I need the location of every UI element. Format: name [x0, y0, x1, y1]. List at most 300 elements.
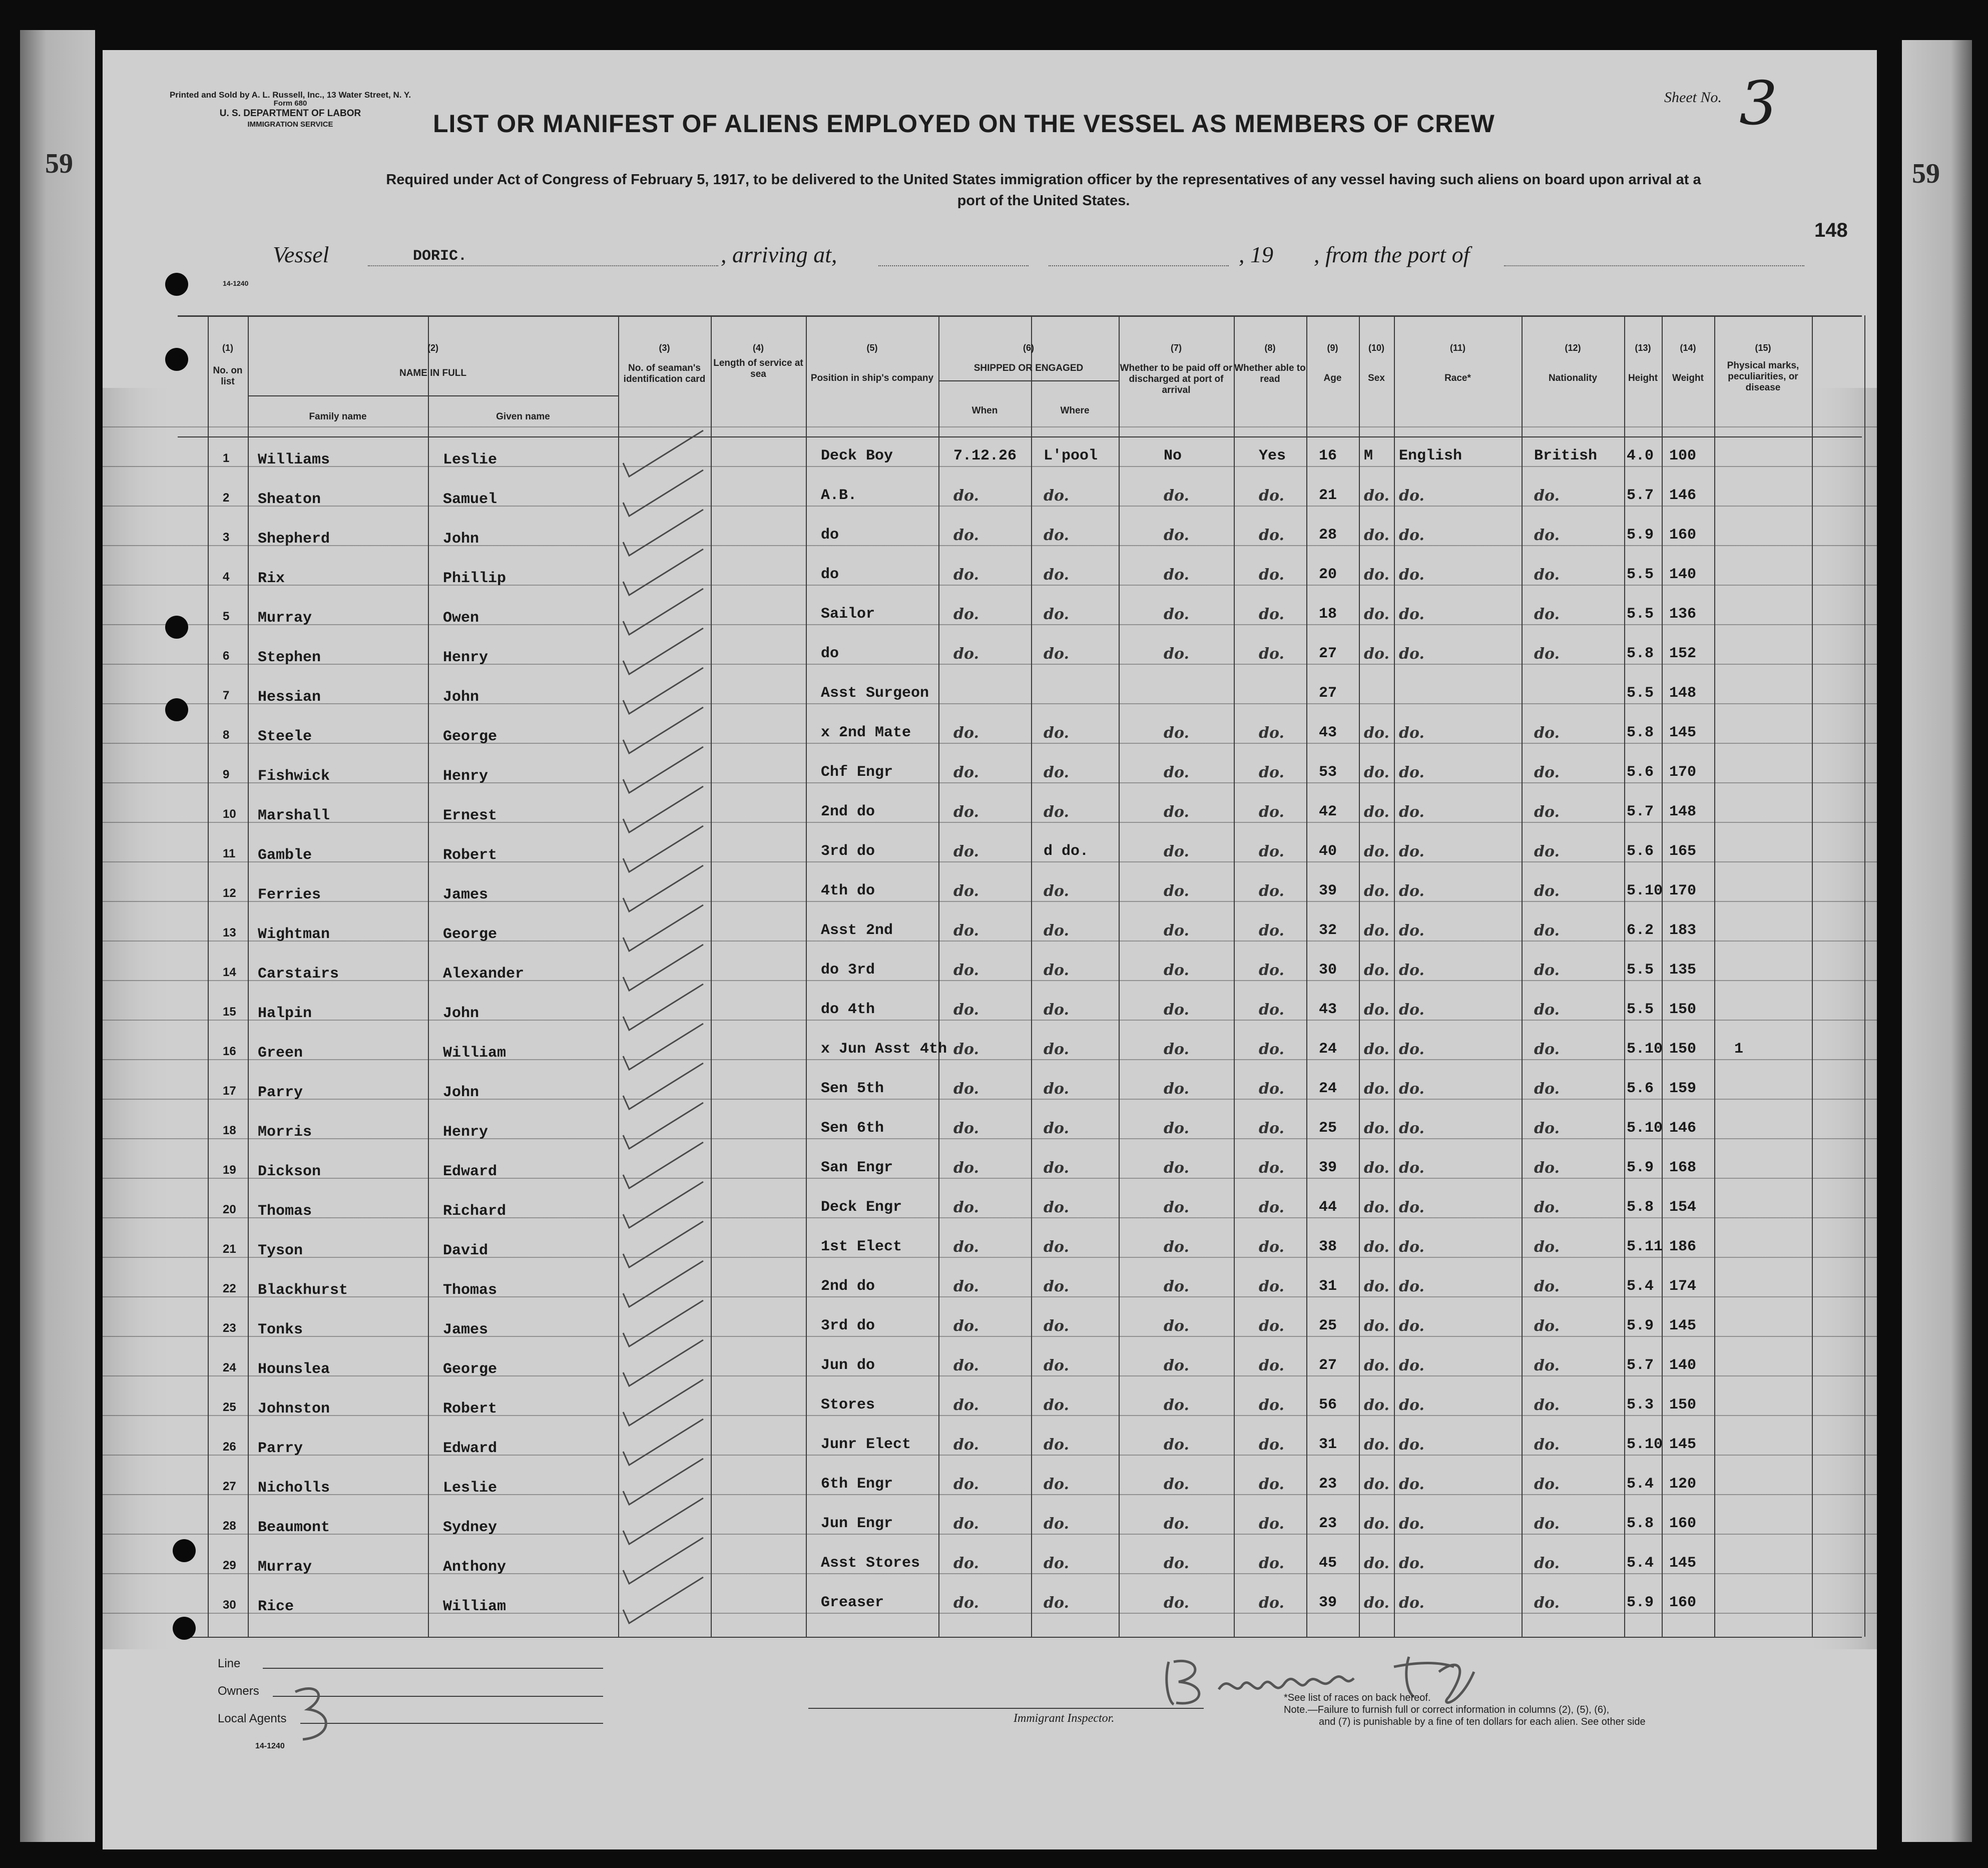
- family-name: Hounslea: [258, 1361, 330, 1378]
- sex: do.: [1364, 487, 1389, 505]
- sex: do.: [1364, 1594, 1389, 1612]
- position: Stores: [821, 1396, 875, 1414]
- given-name: John: [443, 689, 479, 706]
- shipped-when: 7.12.26: [953, 447, 1017, 464]
- position: 2nd do: [821, 803, 875, 820]
- family-name: Thomas: [258, 1203, 312, 1220]
- line-label: Line: [218, 1657, 241, 1670]
- weight: 159: [1669, 1080, 1697, 1097]
- from-port-label: , from the port of: [1314, 242, 1470, 267]
- sex: do.: [1364, 1278, 1389, 1295]
- weight: 145: [1669, 1317, 1697, 1334]
- family-name: Blackhurst: [258, 1282, 348, 1299]
- binder-hole: [165, 698, 188, 721]
- column-heading-no: No. on list: [213, 365, 243, 387]
- paid-off: do.: [1164, 1515, 1189, 1533]
- paid-off: do.: [1164, 645, 1189, 663]
- age: 20: [1319, 566, 1337, 583]
- shipped-where: do.: [1044, 922, 1069, 940]
- family-name: Marshall: [258, 807, 330, 824]
- position: 2nd do: [821, 1278, 875, 1295]
- height: 5.4: [1627, 1555, 1654, 1572]
- year-label: , 19: [1239, 242, 1273, 267]
- sex: do.: [1364, 1357, 1389, 1374]
- paid-off: do.: [1164, 1199, 1189, 1216]
- sex: do.: [1364, 1317, 1389, 1335]
- check-mark: [623, 945, 703, 991]
- weight: 152: [1669, 645, 1697, 662]
- position: Asst Stores: [821, 1555, 920, 1572]
- age: 31: [1319, 1436, 1337, 1453]
- race: do.: [1399, 1515, 1424, 1533]
- age: 18: [1319, 606, 1337, 623]
- age: 42: [1319, 803, 1337, 820]
- weight: 146: [1669, 1120, 1697, 1137]
- checkmark-column: [103, 50, 1877, 1702]
- nationality: do.: [1534, 1120, 1560, 1137]
- check-mark: [623, 1459, 703, 1505]
- weight: 160: [1669, 1594, 1697, 1611]
- column-heading-service: Length of service at sea: [713, 358, 803, 379]
- paid-off: do.: [1164, 1436, 1189, 1454]
- row-number: 30: [223, 1598, 236, 1612]
- position: 4th do: [821, 882, 875, 899]
- column-heading-height: Height: [1628, 373, 1658, 383]
- height: 5.6: [1627, 1080, 1654, 1097]
- column-number: (14): [1680, 343, 1696, 353]
- row-number: 17: [223, 1084, 236, 1098]
- row-number: 27: [223, 1480, 236, 1493]
- family-name: Murray: [258, 610, 312, 627]
- row-number: 16: [223, 1045, 236, 1058]
- family-name: Rice: [258, 1598, 294, 1615]
- shipped-where: do.: [1044, 1159, 1069, 1177]
- age: 45: [1319, 1555, 1337, 1572]
- column-number: (10): [1368, 343, 1384, 353]
- shipped-when: do.: [953, 922, 979, 940]
- race: do.: [1399, 1159, 1424, 1177]
- nationality: do.: [1534, 922, 1560, 940]
- position: San Engr: [821, 1159, 893, 1176]
- height: 5.8: [1627, 645, 1654, 662]
- column-number: (7): [1171, 343, 1182, 353]
- row-number: 18: [223, 1124, 236, 1137]
- able-to-read: do.: [1259, 1278, 1284, 1295]
- family-name: Murray: [258, 1559, 312, 1576]
- family-name: Parry: [258, 1084, 303, 1101]
- row-number: 21: [223, 1242, 236, 1256]
- local-agents-label: Local Agents: [218, 1712, 287, 1725]
- height: 5.10: [1627, 882, 1663, 899]
- family-name: Stephen: [258, 649, 321, 666]
- weight: 145: [1669, 724, 1697, 741]
- nationality: do.: [1534, 1041, 1560, 1058]
- race: do.: [1399, 1199, 1424, 1216]
- able-to-read: do.: [1259, 645, 1284, 663]
- column-number: (12): [1565, 343, 1581, 353]
- given-name: William: [443, 1045, 507, 1062]
- paid-off: do.: [1164, 527, 1189, 544]
- sheet-number: 3: [1739, 69, 1778, 139]
- race: do.: [1399, 1396, 1424, 1414]
- nationality: do.: [1534, 1278, 1560, 1295]
- position: Sen 5th: [821, 1080, 884, 1097]
- weight: 165: [1669, 843, 1697, 860]
- check-mark: [623, 826, 703, 872]
- shipped-when: do.: [953, 724, 979, 742]
- position: do: [821, 645, 839, 662]
- given-name: Phillip: [443, 570, 507, 587]
- column-heading-name: NAME IN FULL: [399, 368, 467, 378]
- able-to-read: do.: [1259, 803, 1284, 821]
- able-to-read: do.: [1259, 1555, 1284, 1572]
- sex: do.: [1364, 1199, 1389, 1216]
- race: do.: [1399, 803, 1424, 821]
- age: 56: [1319, 1396, 1337, 1414]
- column-heading-when: When: [971, 405, 998, 416]
- given-name: Thomas: [443, 1282, 498, 1299]
- check-mark: [623, 1577, 703, 1623]
- check-mark: [623, 865, 703, 911]
- age: 28: [1319, 527, 1337, 544]
- weight: 174: [1669, 1278, 1697, 1295]
- shipped-where: do.: [1044, 764, 1069, 781]
- form-number: Form 680: [273, 99, 307, 108]
- check-mark: [623, 668, 703, 714]
- row-number: 10: [223, 807, 236, 821]
- shipped-where: do.: [1044, 1278, 1069, 1295]
- age: 25: [1319, 1120, 1337, 1137]
- able-to-read: do.: [1259, 487, 1284, 505]
- height: 5.6: [1627, 764, 1654, 781]
- race: do.: [1399, 1278, 1424, 1295]
- paid-off: do.: [1164, 922, 1189, 940]
- height: 5.8: [1627, 724, 1654, 741]
- check-mark: [623, 984, 703, 1030]
- weight: 148: [1669, 803, 1697, 820]
- paid-off: do.: [1164, 962, 1189, 979]
- shipped-where: do.: [1044, 1120, 1069, 1137]
- position: 3rd do: [821, 1317, 875, 1334]
- race: do.: [1399, 1476, 1424, 1493]
- paid-off: do.: [1164, 1317, 1189, 1335]
- given-name: John: [443, 531, 479, 548]
- able-to-read: do.: [1259, 527, 1284, 544]
- check-mark: [623, 707, 703, 753]
- shipped-when: do.: [953, 527, 979, 544]
- sex: do.: [1364, 645, 1389, 663]
- paid-off: do.: [1164, 566, 1189, 584]
- adjacent-page-number: 59: [1912, 158, 1940, 189]
- given-name: James: [443, 1321, 488, 1338]
- height: 5.4: [1627, 1476, 1654, 1493]
- column-number: (3): [659, 343, 670, 353]
- given-name: Robert: [443, 847, 498, 864]
- row-number: 22: [223, 1282, 236, 1295]
- column-number: (5): [866, 343, 878, 353]
- position: do: [821, 527, 839, 544]
- column-heading-sex: Sex: [1368, 373, 1385, 383]
- paid-off: do.: [1164, 843, 1189, 860]
- shipped-when: do.: [953, 1515, 979, 1533]
- check-mark: [623, 1221, 703, 1267]
- height: 5.3: [1627, 1396, 1654, 1414]
- shipped-where: d do.: [1044, 843, 1089, 860]
- family-name: Morris: [258, 1124, 312, 1141]
- shipped-when: do.: [953, 566, 979, 584]
- vessel-label: Vessel: [273, 242, 329, 267]
- sex: do.: [1364, 764, 1389, 781]
- given-name: Robert: [443, 1400, 498, 1418]
- nationality: do.: [1534, 1555, 1560, 1572]
- immigrant-inspector-label: Immigrant Inspector.: [1014, 1712, 1115, 1725]
- check-mark: [623, 549, 703, 595]
- height: 5.5: [1627, 962, 1654, 979]
- position: Deck Engr: [821, 1199, 902, 1216]
- nationality: do.: [1534, 803, 1560, 821]
- able-to-read: do.: [1259, 764, 1284, 781]
- height: 5.5: [1627, 606, 1654, 623]
- nationality: do.: [1534, 1594, 1560, 1612]
- check-mark: [623, 1063, 703, 1109]
- check-mark: [623, 1498, 703, 1544]
- shipped-where: do.: [1044, 962, 1069, 979]
- position: Asst Surgeon: [821, 685, 929, 702]
- shipped-where: do.: [1044, 1199, 1069, 1216]
- nationality: do.: [1534, 1396, 1560, 1414]
- shipped-where: do.: [1044, 882, 1069, 900]
- able-to-read: do.: [1259, 882, 1284, 900]
- given-name: Henry: [443, 1124, 488, 1141]
- age: 27: [1319, 685, 1337, 702]
- paid-off: do.: [1164, 1080, 1189, 1098]
- able-to-read: Yes: [1259, 447, 1286, 464]
- paid-off: do.: [1164, 1476, 1189, 1493]
- nationality: do.: [1534, 724, 1560, 742]
- sex: do.: [1364, 1001, 1389, 1019]
- check-mark: [623, 1103, 703, 1149]
- check-mark: [623, 628, 703, 674]
- family-name: Gamble: [258, 847, 312, 864]
- nationality: do.: [1534, 1001, 1560, 1019]
- able-to-read: do.: [1259, 962, 1284, 979]
- race: do.: [1399, 606, 1424, 623]
- column-number: (1): [222, 343, 233, 353]
- weight: 150: [1669, 1041, 1697, 1058]
- race: do.: [1399, 1594, 1424, 1612]
- age: 39: [1319, 1159, 1337, 1176]
- nationality: do.: [1534, 1357, 1560, 1374]
- sex: do.: [1364, 843, 1389, 860]
- sex: do.: [1364, 1080, 1389, 1098]
- nationality: do.: [1534, 1199, 1560, 1216]
- sex: do.: [1364, 962, 1389, 979]
- department-name: U. S. DEPARTMENT OF LABOR IMMIGRATION SERVICE: [219, 108, 361, 129]
- given-name: George: [443, 926, 498, 943]
- row-number: 4: [223, 570, 230, 584]
- row-number: 14: [223, 966, 236, 979]
- able-to-read: do.: [1259, 1120, 1284, 1137]
- shipped-when: do.: [953, 1317, 979, 1335]
- height: 5.10: [1627, 1436, 1663, 1453]
- able-to-read: do.: [1259, 1041, 1284, 1058]
- shipped-where: do.: [1044, 1041, 1069, 1058]
- age: 39: [1319, 1594, 1337, 1611]
- able-to-read: do.: [1259, 606, 1284, 623]
- column-number: (4): [753, 343, 764, 353]
- nationality: do.: [1534, 1159, 1560, 1177]
- position: 1st Elect: [821, 1238, 902, 1255]
- weight: 160: [1669, 527, 1697, 544]
- given-name: George: [443, 1361, 498, 1378]
- check-mark: [623, 747, 703, 793]
- family-name: Hessian: [258, 689, 321, 706]
- height: 5.11: [1627, 1238, 1663, 1255]
- shipped-when: do.: [953, 843, 979, 860]
- sex: do.: [1364, 1436, 1389, 1454]
- column-number: (13): [1635, 343, 1651, 353]
- family-name: Halpin: [258, 1005, 312, 1022]
- shipped-where: do.: [1044, 803, 1069, 821]
- able-to-read: do.: [1259, 1199, 1284, 1216]
- binder-hole: [173, 1539, 196, 1562]
- row-number: 2: [223, 491, 230, 505]
- given-name: James: [443, 886, 488, 903]
- shipped-where: do.: [1044, 1476, 1069, 1493]
- position: x Jun Asst 4th: [821, 1041, 947, 1058]
- paid-off: do.: [1164, 487, 1189, 505]
- shipped-when: do.: [953, 606, 979, 623]
- shipped-when: do.: [953, 1396, 979, 1414]
- race: do.: [1399, 1120, 1424, 1137]
- row-number: 7: [223, 689, 230, 702]
- height: 5.9: [1627, 1159, 1654, 1176]
- weight: 140: [1669, 1357, 1697, 1374]
- sheet-label: Sheet No.: [1664, 89, 1722, 106]
- column-number: (8): [1264, 343, 1276, 353]
- check-mark: [623, 1142, 703, 1188]
- height: 5.10: [1627, 1041, 1663, 1058]
- position: do: [821, 566, 839, 583]
- column-heading-read: Whether able to read: [1234, 363, 1306, 384]
- given-name: Leslie: [443, 1480, 498, 1497]
- given-name: John: [443, 1005, 479, 1022]
- shipped-where: do.: [1044, 487, 1069, 505]
- penalty-note-continued: and (7) is punishable by a fine of ten dollars for each alien. See other side: [1319, 1716, 1646, 1727]
- weight: 135: [1669, 962, 1697, 979]
- shipped-where: do.: [1044, 1357, 1069, 1374]
- check-mark: [623, 1538, 703, 1584]
- age: 43: [1319, 1001, 1337, 1018]
- race: do.: [1399, 1555, 1424, 1572]
- nationality: do.: [1534, 1515, 1560, 1533]
- position: Sen 6th: [821, 1120, 884, 1137]
- weight: 154: [1669, 1199, 1697, 1216]
- weight: 150: [1669, 1396, 1697, 1414]
- race: do.: [1399, 645, 1424, 663]
- race: do.: [1399, 1357, 1424, 1374]
- age: 27: [1319, 645, 1337, 662]
- position: Greaser: [821, 1594, 884, 1611]
- weight: 170: [1669, 764, 1697, 781]
- adjacent-page-number: 59: [45, 148, 73, 179]
- weight: 145: [1669, 1555, 1697, 1572]
- shipped-when: do.: [953, 962, 979, 979]
- family-name: Williams: [258, 451, 330, 469]
- row-number: 9: [223, 768, 230, 781]
- family-name: Shepherd: [258, 531, 330, 548]
- age: 38: [1319, 1238, 1337, 1255]
- check-mark: [623, 1419, 703, 1465]
- height: 4.0: [1627, 447, 1654, 464]
- race: do.: [1399, 882, 1424, 900]
- row-number: 13: [223, 926, 236, 940]
- shipped-where: L'pool: [1044, 447, 1098, 464]
- row-number: 29: [223, 1559, 236, 1572]
- height: 5.7: [1627, 803, 1654, 820]
- sex: do.: [1364, 882, 1389, 900]
- given-name: Edward: [443, 1440, 498, 1457]
- age: 16: [1319, 447, 1337, 464]
- shipped-where: do.: [1044, 1594, 1069, 1612]
- shipped-when: do.: [953, 882, 979, 900]
- weight: 183: [1669, 922, 1697, 939]
- row-number: 23: [223, 1321, 236, 1335]
- shipped-when: do.: [953, 1476, 979, 1493]
- given-name: Richard: [443, 1203, 507, 1220]
- column-number: (11): [1449, 343, 1466, 353]
- position: Asst 2nd: [821, 922, 893, 939]
- sex: do.: [1364, 527, 1389, 544]
- given-name: John: [443, 1084, 479, 1101]
- check-mark: [623, 1182, 703, 1228]
- race: do.: [1399, 843, 1424, 860]
- race: do.: [1399, 1080, 1424, 1098]
- manifest-sheet: [103, 50, 1877, 1849]
- paid-off: do.: [1164, 1396, 1189, 1414]
- height: 5.5: [1627, 1001, 1654, 1018]
- nationality: do.: [1534, 1317, 1560, 1335]
- sex: do.: [1364, 566, 1389, 584]
- row-number: 5: [223, 610, 230, 623]
- shipped-when: do.: [953, 487, 979, 505]
- nationality: do.: [1534, 843, 1560, 860]
- able-to-read: do.: [1259, 922, 1284, 940]
- nationality: do.: [1534, 1436, 1560, 1454]
- age: 24: [1319, 1041, 1337, 1058]
- paid-off: do.: [1164, 882, 1189, 900]
- position: x 2nd Mate: [821, 724, 911, 741]
- race: do.: [1399, 962, 1424, 979]
- given-name: Leslie: [443, 451, 498, 469]
- vessel-name: DORIC.: [413, 248, 467, 265]
- nationality: do.: [1534, 1080, 1560, 1098]
- row-number: 15: [223, 1005, 236, 1019]
- weight: 145: [1669, 1436, 1697, 1453]
- row-number: 1: [223, 451, 230, 465]
- age: 43: [1319, 724, 1337, 741]
- sex: do.: [1364, 1396, 1389, 1414]
- shipped-when: do.: [953, 803, 979, 821]
- sex: do.: [1364, 724, 1389, 742]
- weight: 136: [1669, 606, 1697, 623]
- paid-off: do.: [1164, 1001, 1189, 1019]
- row-number: 3: [223, 531, 230, 544]
- nationality: do.: [1534, 566, 1560, 584]
- shipped-when: do.: [953, 1278, 979, 1295]
- physical-marks: 1: [1734, 1041, 1744, 1058]
- sex: do.: [1364, 1159, 1389, 1177]
